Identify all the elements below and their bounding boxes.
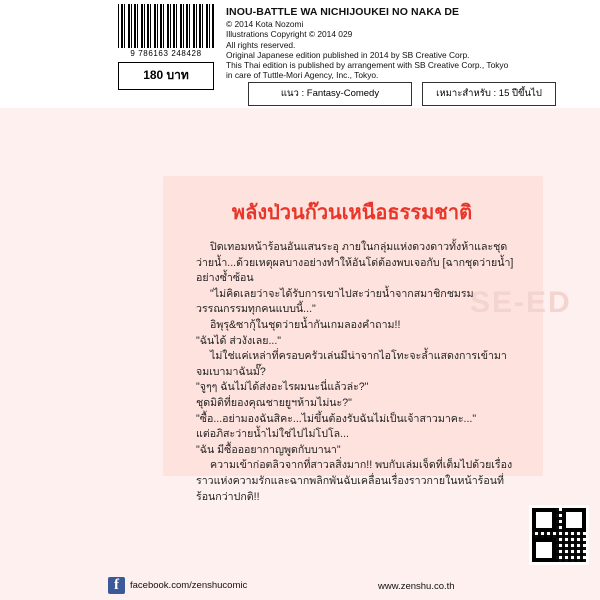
facebook-url[interactable]: facebook.com/zenshucomic bbox=[130, 580, 248, 591]
copyright-line-3: Original Japanese edition published in 2014 by SB Creative Corp. bbox=[226, 49, 470, 60]
copyright-line-4: This Thai edition is published by arrangement with SB Creative Corp., Tokyo bbox=[226, 60, 509, 71]
facebook-icon[interactable]: f bbox=[108, 577, 125, 594]
watermark-text: SE-ED bbox=[470, 286, 572, 319]
barcode-number: 9 786163 248428 bbox=[130, 49, 202, 58]
barcode-image bbox=[118, 4, 214, 48]
copyright-line-1: Illustrations Copyright © 2014 029 bbox=[226, 29, 353, 40]
blurb-headline: พลังป่วนก๊วนเหนือธรรมชาติ bbox=[231, 202, 473, 224]
footer-bar bbox=[0, 566, 600, 600]
blurb-paragraph: "ไม่คิดเลยว่าจะได้รับการเขาไปสะว่ายน้ำจากสมาชิกชมรมวรรณกรรมทุกคนแบบนี้..." bbox=[196, 287, 474, 316]
blurb-paragraph: "ฉันได้ ส่วงังเลย..." bbox=[196, 334, 282, 347]
price-box: 180 บาท bbox=[118, 62, 214, 90]
tag-row bbox=[248, 82, 592, 106]
blurb-paragraph: "ซื้อ...อย่ามองฉันสิคะ...ไม่ขึ้นต้องรับฉันไม่เป็นเจ้าสาวมาคะ..." bbox=[196, 412, 477, 425]
copyright-line-5: in care of Tuttle-Mori Agency, Inc., Tokyo. bbox=[226, 70, 379, 81]
blurb-paragraph: "จูๆๆ ฉันไม่ได้ส่งอะไรผมนะนี่แล้วล่ะ?" bbox=[196, 381, 369, 394]
facebook-link[interactable] bbox=[108, 577, 247, 594]
blurb-paragraph: ปิดเทอมหน้าร้อนอันแสนระอุ ภายในกลุ่มแห่งดวงดาวทั้งห้าและชุดว่ายน้ำ...ด้วยเหตุผลบางอย่างทำให้อันโด่ต้องพบเจอกับ [ฉากชุดว่ายน้ำ] อย่างซ้ำซ้อน bbox=[196, 241, 514, 285]
qr-code bbox=[530, 506, 588, 564]
age-tag: เหมาะสำหรับ : 15 ปีขึ้นไป bbox=[422, 82, 556, 106]
copyright-line-0: © 2014 Kota Nozomi bbox=[226, 19, 304, 29]
genre-tag: แนว : Fantasy-Comedy bbox=[248, 82, 412, 106]
copyright-block bbox=[226, 6, 592, 81]
blurb-paragraph: ความเข้าก่อตลิวจากที่สาวลสิ่งมาก!! พบกับเล่มเจ็ดที่เต็มไปด้วยเรื่องราวแห่งความรักและฉากพลิกพันฉับเคลื่อนเรื่องราวกายในหน้าร้อนที่ร้อนกว่าปกติ!! bbox=[196, 459, 513, 503]
barcode-block bbox=[118, 4, 214, 58]
original-title: INOU-BATTLE WA NICHIJOUKEI NO NAKA DE bbox=[226, 6, 460, 18]
blurb-paragraph: ไม่ใช่แค่เหล่าที่ครอบครัวเล่นมีน่าจากไอโทะจะล้ำแสดงการเข้ามาจมเบามาฉันมั๊? bbox=[196, 350, 507, 378]
blurb-body bbox=[196, 240, 516, 505]
website-url[interactable]: www.zenshu.co.th bbox=[378, 581, 455, 592]
blurb-paragraph: ชุดมิติที่ยองคุณชายยูฯห้ามไม่นะ?" bbox=[196, 396, 352, 409]
blurb-paragraph: "ฉัน มีซื้อออยากาญพูดกับบานา" bbox=[196, 443, 341, 456]
blurb-paragraph: อิพุรุ&ซากุ้ในชุดว่ายน้ำกันเกมลองคำถาม!! bbox=[210, 318, 401, 331]
qr-corner-icon bbox=[532, 538, 556, 562]
copyright-line-2: All rights reserved. bbox=[226, 39, 296, 50]
blurb-paragraph: แต่อภิสะว่ายน้ำไม่ใช่ไปไม่โปโล... bbox=[196, 428, 349, 441]
